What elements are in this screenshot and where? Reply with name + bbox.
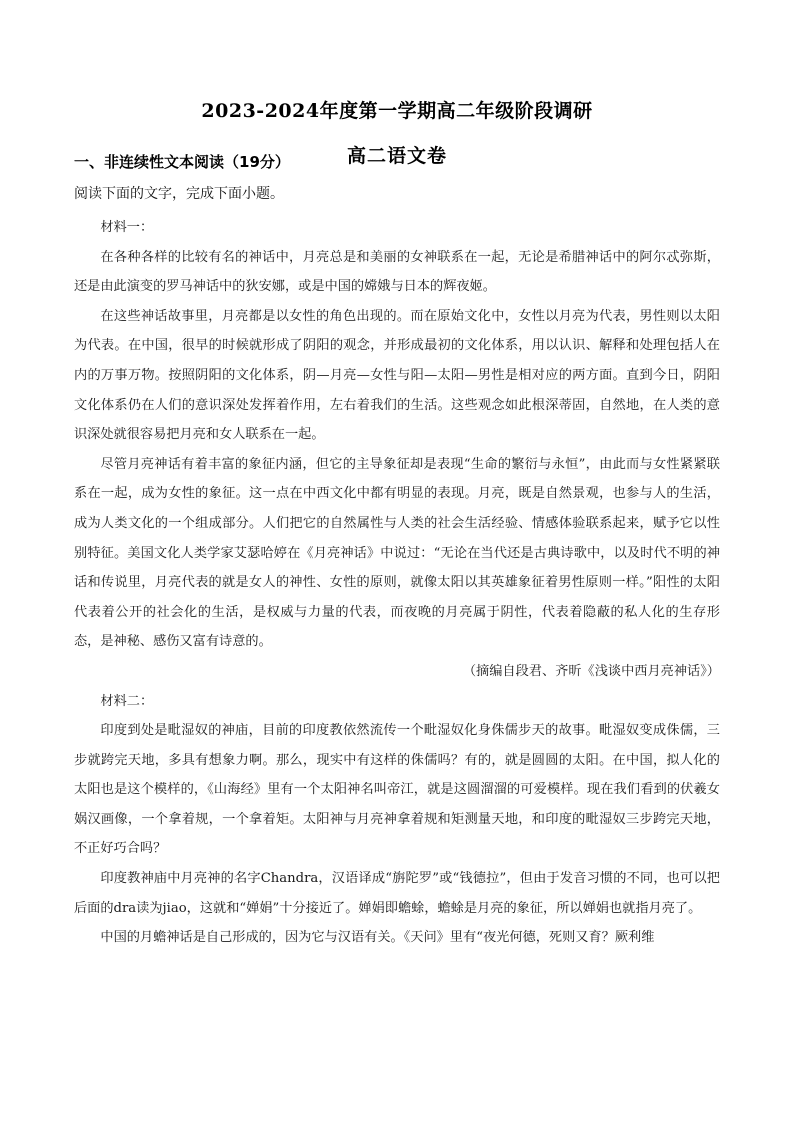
material-1-source: （摘编自段君、齐昕《浅谈中西月亮神话》） — [462, 663, 720, 679]
section-heading: 一、非连续性文本阅读（19分） — [74, 153, 290, 171]
section-instruction: 阅读下面的文字，完成下面小题。 — [74, 186, 284, 202]
material-1-paragraph-1: 在各种各样的比较有名的神话中，月亮总是和美丽的女神联系在一起，无论是希腊神话中的阿尔忒弥斯，还是由此演变的罗马神话中的狄安娜，或是中国的嫦娥与日本的辉夜姬。 — [74, 249, 720, 295]
material-1-paragraph-3: 尽管月亮神话有着丰富的象征内涵，但它的主导象征却是表现“生命的繁衍与永恒”，由此而与女性紧紧联系在一起，成为女性的象征。这一点在中西文化中都有明显的表现。月亮，既是自然景观，也参与人的生活，成为人类文化的一个组成部分。人们把它的自然属性与人类的社会生活经验、情感体验联系起来，赋予它以性别特征。美国文化人类学家艾瑟哈婷在《月亮神话》中说过：“无论在当代还是古典诗歌中，以及时代不明的神话和传说里，月亮代表的就是女人的神性、女性的原则，就像太阳以其英雄象征着男性原则一样。”阳性的太阳代表着公开的社会化的生活，是权威与力量的代表，而夜晚的月亮属于阴性，代表着隐蔽的私人化的生存形态，是神秘、感伤又富有诗意的。 — [74, 456, 720, 650]
exam-subtitle: 高二语文卷 — [346, 145, 447, 167]
material-2-paragraph-3: 中国的月蟾神话是自己形成的，因为它与汉语有关。《天问》里有“夜光何德，死则又育？厥利维 — [100, 930, 655, 946]
exam-title: 2023-2024年度第一学期高二年级阶段调研 — [201, 100, 593, 122]
material-1-paragraph-2: 在这些神话故事里，月亮都是以女性的角色出现的。而在原始文化中，女性以月亮为代表，男性则以太阳为代表。在中国，很早的时候就形成了阴阳的观念，并形成最初的文化体系，用以认识、解释和处理包括人在内的万事万物。按照阴阳的文化体系，阴—月亮—女性与阳—太阳—男性是相对应的两方面。直到今日，阴阳文化体系仍在人们的意识深处发挥着作用，左右着我们的生活。这些观念如此根深蒂固，自然地，在人类的意识深处就很容易把月亮和女人联系在一起。 — [74, 308, 720, 443]
material-2-label: 材料二： — [100, 693, 154, 709]
material-1-label: 材料一： — [100, 220, 154, 235]
material-2-paragraph-1: 印度到处是毗湿奴的神庙，目前的印度教依然流传一个毗湿奴化身侏儒步天的故事。毗湿奴变成侏儒，三步就跨完天地，多具有想象力啊。那么，现实中有这样的侏儒吗？有的，就是圆圆的太阳。在中国，拟人化的太阳也是这个模样的，《山海经》里有一个太阳神名叫帝江，就是这圆溜溜的可爱模样。现在我们看到的伏羲女娲汉画像，一个拿着规，一个拿着矩。太阳神与月亮神拿着规和矩测量天地，和印度的毗湿奴三步跨完天地，不正好巧合吗？ — [74, 723, 720, 857]
reading-passage — [74, 213, 720, 953]
material-2-paragraph-2: 印度教神庙中月亮神的名字Chandra，汉语译成“旃陀罗”或“钱德拉”，但由于发音习惯的不同，也可以把后面的dra读为jiao，这就和“婵娟”十分接近了。婵娟即蟾蜍，蟾蜍是月亮的象征，所以婵娟也就指月亮了。 — [74, 871, 720, 916]
